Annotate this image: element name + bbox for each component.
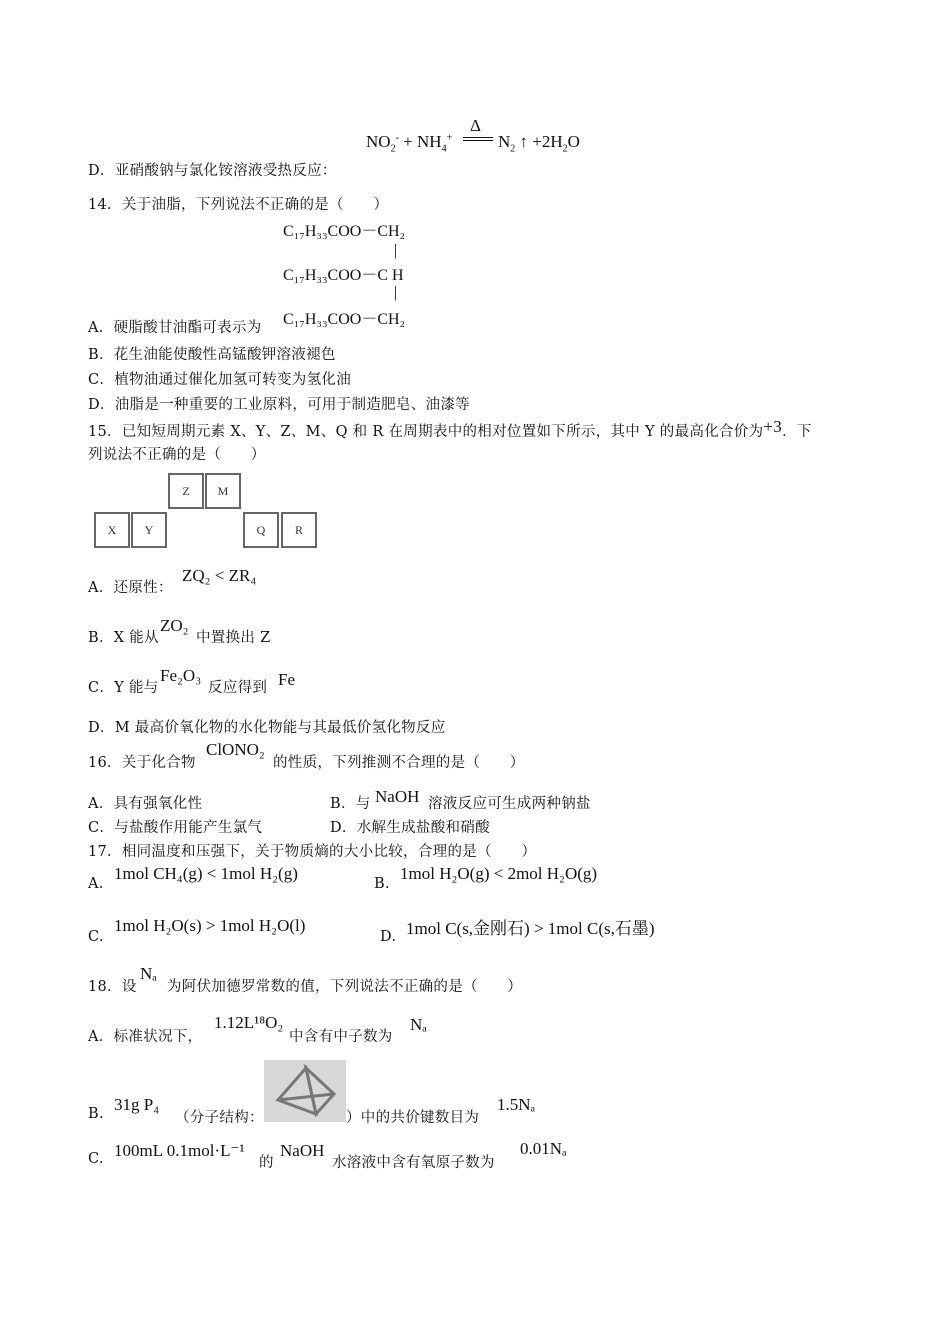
- q14-option-b: B．花生油能使酸性高锰酸钾溶液褪色: [88, 347, 336, 363]
- q18-option-b-mid: （分子结构：: [175, 1110, 264, 1126]
- q18-option-b: B.: [88, 1106, 104, 1122]
- option-d-label: D．亚硝酸钠与氯化铵溶液受热反应：: [88, 163, 337, 179]
- delta-symbol: Δ: [470, 116, 481, 135]
- q16-stem-part2: 的性质，下列推测不合理的是（ ）: [273, 755, 525, 771]
- q15-option-a: A．还原性：: [88, 580, 173, 596]
- q17-stem: 17．相同温度和压强下，关于物质熵的大小比较，合理的是（ ）: [88, 844, 537, 860]
- q18-option-c-mid: 的: [259, 1155, 274, 1171]
- q18-option-b-value: 1.5Nₐ: [497, 1095, 536, 1114]
- q16-option-a: A．具有强氧化性: [88, 796, 203, 812]
- q16-option-b-end: 溶液反应可生成两种钠盐: [428, 796, 591, 812]
- q17-option-a: A.: [88, 876, 104, 892]
- q17-option-a-formula: 1mol CH₄(g) < 1mol H₂(g): [114, 864, 298, 883]
- q15-stem-line2: 列说法不正确的是（ ）: [88, 447, 266, 463]
- ester-structure-row3: C₁₇H₃₃COO－CH₂: [283, 311, 406, 328]
- ester-bond-1: |: [394, 242, 398, 259]
- q16-stem-part1: 16．关于化合物: [88, 755, 196, 771]
- cell-r: R: [281, 512, 317, 548]
- q18-option-a-value: Nₐ: [410, 1015, 427, 1034]
- cell-y: Y: [131, 512, 167, 548]
- q17-option-c-formula: 1mol H₂O(s) > 1mol H₂O(l): [114, 916, 306, 935]
- q14-stem: 14．关于油脂，下列说法不正确的是（ ）: [88, 197, 389, 213]
- q18-option-a: A．标准状况下，: [88, 1029, 203, 1045]
- q14-option-c: C．植物油通过催化加氢可转变为氢化油: [88, 372, 351, 388]
- q16-formula: ClONO₂: [206, 740, 265, 759]
- q18-option-c-formula: 100mL 0.1mol·L⁻¹: [114, 1141, 245, 1160]
- q15-option-c-formula2: Fe: [278, 670, 295, 689]
- q18-stem-part2: 为阿伏加德罗常数的值，下列说法不正确的是（ ）: [167, 979, 523, 995]
- p4-molecule-image: [264, 1060, 346, 1122]
- q15-option-b-end: 中置换出 Z: [196, 630, 271, 646]
- q18-option-c-end: 水溶液中含有氧原子数为: [332, 1155, 495, 1171]
- q14-option-a: A．硬脂酸甘油酯可表示为: [88, 320, 262, 336]
- q17-option-b: B.: [374, 876, 390, 892]
- q18-option-a-mid: 中含有中子数为: [289, 1029, 393, 1045]
- tetrahedron-icon: [264, 1060, 346, 1122]
- q16-option-d: D．水解生成盐酸和硝酸: [330, 820, 490, 836]
- cell-z: Z: [168, 473, 204, 509]
- q15-option-c-formula: Fe₂O₃: [160, 666, 202, 685]
- ester-bond-2: |: [394, 284, 398, 301]
- reaction-products: $N_2$ ↑ $+2H_2O$: [498, 132, 580, 155]
- q17-option-b-formula: 1mol H₂O(g) < 2mol H₂O(g): [400, 864, 598, 883]
- q16-option-b: B．与: [330, 796, 371, 812]
- q16-option-b-formula: NaOH: [375, 787, 420, 806]
- q15-option-c-mid: 反应得到: [208, 680, 268, 696]
- q15-option-a-formula: ZQ₂ < ZR₄: [182, 566, 257, 585]
- q18-option-b-end: ）中的共价键数目为: [346, 1110, 480, 1126]
- ester-structure-row1: C₁₇H₃₃COO－CH₂: [283, 223, 406, 240]
- q15-option-b: B．X 能从: [88, 630, 159, 646]
- cell-m: M: [205, 473, 241, 509]
- q18-option-b-formula: 31g P₄: [114, 1095, 160, 1114]
- q15-option-c: C．Y 能与: [88, 680, 159, 696]
- q16-option-c: C．与盐酸作用能产生氯气: [88, 820, 263, 836]
- q15-stem-line1: 15．已知短周期元素 X、Y、Z、M、Q 和 R 在周期表中的相对位置如下所示，其中 Y 的最高化合价为+3．下: [88, 417, 812, 440]
- cell-q: Q: [243, 512, 279, 548]
- q18-option-c: C.: [88, 1151, 104, 1167]
- q18-option-a-formula: 1.12L¹⁸O₂: [214, 1013, 284, 1032]
- reaction-equation: $NO_2^- + NH_4^+$: [366, 132, 453, 155]
- q18-option-c-value: 0.01Nₐ: [520, 1139, 567, 1158]
- q18-stem-part1: 18．设: [88, 979, 137, 995]
- q17-option-c: C.: [88, 929, 104, 945]
- q18-na-symbol: Nₐ: [140, 964, 157, 983]
- q15-option-d: D．M 最高价氧化物的水化物能与其最低价氢化物反应: [88, 720, 446, 736]
- q14-option-d: D．油脂是一种重要的工业原料，可用于制造肥皂、油漆等: [88, 397, 470, 413]
- q17-option-d-formula: 1mol C(s,金刚石) > 1mol C(s,石墨): [406, 919, 655, 938]
- cell-x: X: [94, 512, 130, 548]
- ester-structure-row2: C₁₇H₃₃COO－C H: [283, 267, 404, 284]
- q18-option-c-formula2: NaOH: [280, 1141, 325, 1160]
- q15-option-b-formula: ZO₂: [160, 616, 189, 635]
- q17-option-d: D.: [380, 929, 397, 945]
- equilibrium-bar: [463, 137, 493, 141]
